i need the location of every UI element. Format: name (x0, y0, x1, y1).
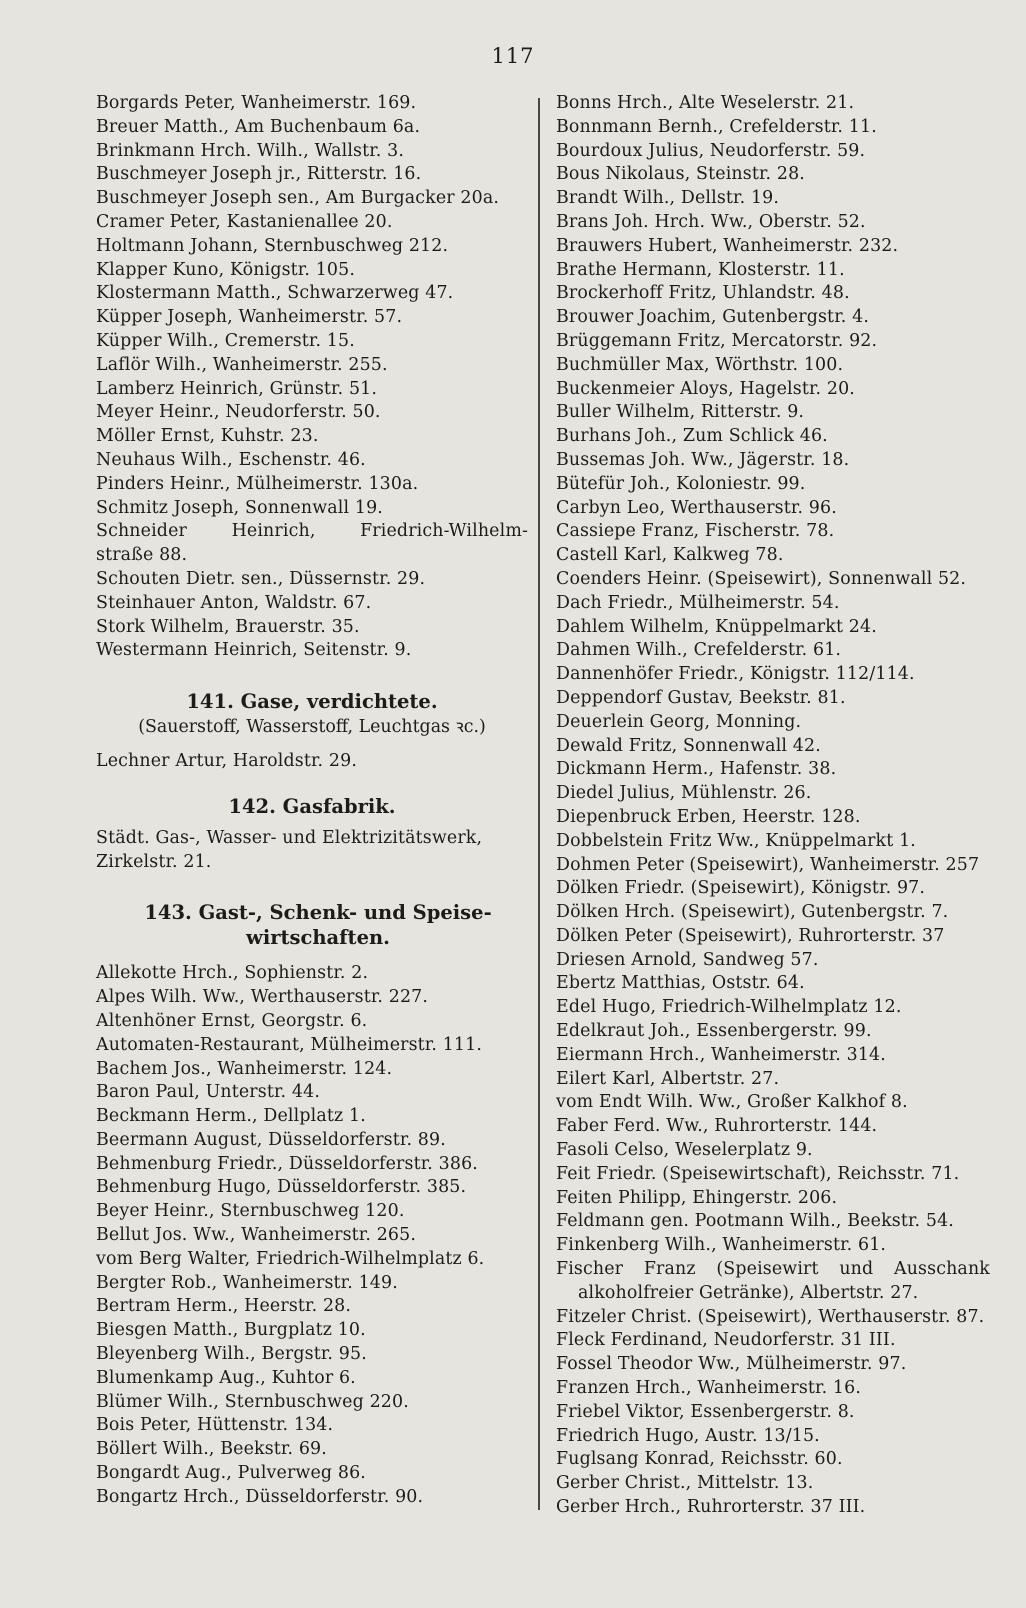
directory-entry: Eilert Karl, Albertstr. 27. (556, 1068, 780, 1089)
directory-entry: Pinders Heinr., Mülheimerstr. 130a. (96, 473, 419, 494)
directory-entry: Biesgen Matth., Burgplatz 10. (96, 1320, 366, 1341)
directory-entry: Buller Wilhelm, Ritterstr. 9. (556, 402, 805, 423)
directory-entry: Baron Paul, Unterstr. 44. (96, 1082, 320, 1103)
directory-entry: Bergter Rob., Wanheimerstr. 149. (96, 1272, 398, 1293)
right-column (556, 92, 990, 1520)
directory-entry: Dach Friedr., Mülheimerstr. 54. (556, 592, 840, 613)
directory-entry: Brandt Wilh., Dellstr. 19. (556, 188, 780, 209)
right-entry-list-b (556, 1306, 990, 1520)
directory-entry: Buckenmeier Aloys, Hagelstr. 20. (556, 378, 855, 399)
directory-entry-schneider-line1: Schneider Heinrich, Friedrich-Wilhelm- (96, 521, 528, 542)
directory-entry: Finkenberg Wilh., Wanheimerstr. 61. (556, 1235, 887, 1256)
directory-entry: Friebel Viktor, Essenbergerstr. 8. (556, 1401, 855, 1422)
directory-entry: Klostermann Matth., Schwarzerweg 47. (96, 283, 454, 304)
directory-entry: Bongartz Hrch., Düsseldorferstr. 90. (96, 1486, 424, 1507)
directory-entry: Brathe Hermann, Klosterstr. 11. (556, 259, 845, 280)
left-entry-list-c (96, 962, 528, 1509)
directory-entry: vom Endt Wilh. Ww., Großer Kalkhof 8. (556, 1092, 908, 1113)
directory-entry: Beckmann Herm., Dellplatz 1. (96, 1106, 366, 1127)
directory-entry: Holtmann Johann, Sternbuschweg 212. (96, 235, 449, 256)
directory-entry: Steinhauer Anton, Waldstr. 67. (96, 592, 372, 613)
section-143-heading-line1: 143. Gast-, Schenk- und Speise- (144, 901, 492, 925)
directory-entry: Feldmann gen. Pootmann Wilh., Beekstr. 54. (556, 1211, 954, 1232)
directory-entry: Küpper Joseph, Wanheimerstr. 57. (96, 307, 403, 328)
left-column (96, 92, 528, 1510)
directory-entry: vom Berg Walter, Friedrich-Wilhelmplatz 6. (96, 1248, 485, 1269)
directory-entry: Alpes Wilh. Ww., Werthauserstr. 227. (96, 987, 429, 1008)
directory-entry: Dobbelstein Fritz Ww., Knüppelmarkt 1. (556, 830, 916, 851)
directory-entry: Deuerlein Georg, Monning. (556, 711, 802, 732)
section-142-heading: 142. Gasfabrik. (228, 794, 396, 818)
directory-entry: Brockerhoff Fritz, Uhlandstr. 48. (556, 283, 850, 304)
directory-entry-fischer-line1: Fischer Franz (Speisewirt und Ausschank (556, 1259, 990, 1280)
directory-entry: Böllert Wilh., Beekstr. 69. (96, 1439, 327, 1460)
section-141-subtitle: (Sauerstoff, Wasserstoff, Leuchtgas ꝛc.) (138, 717, 486, 738)
section-143-heading (96, 900, 528, 950)
directory-entry: Friedrich Hugo, Austr. 13/15. (556, 1425, 820, 1446)
directory-entry: Gerber Hrch., Ruhrorterstr. 37 III. (556, 1497, 866, 1518)
directory-entry: Neuhaus Wilh., Eschenstr. 46. (96, 449, 366, 470)
directory-entry: Bleyenberg Wilh., Bergstr. 95. (96, 1344, 367, 1365)
directory-entry: Buschmeyer Joseph sen., Am Burgacker 20a. (96, 188, 500, 209)
directory-entry: Allekotte Hrch., Sophienstr. 2. (96, 963, 369, 984)
section-141-entry: Lechner Artur, Haroldstr. 29. (96, 750, 358, 771)
directory-entry: Carbyn Leo, Werthauserstr. 96. (556, 497, 837, 518)
directory-entry-schneider-line2: straße 88. (96, 545, 188, 566)
directory-entry: Laflör Wilh., Wanheimerstr. 255. (96, 354, 388, 375)
directory-entry: Coenders Heinr. (Speisewirt), Sonnenwall 52. (556, 568, 967, 589)
directory-entry: Buschmeyer Joseph jr., Ritterstr. 16. (96, 164, 422, 185)
directory-entry: Brinkmann Hrch. Wilh., Wallstr. 3. (96, 140, 405, 161)
directory-entry: Behmenburg Hugo, Düsseldorferstr. 385. (96, 1177, 467, 1198)
directory-entry: Diedel Julius, Mühlenstr. 26. (556, 783, 812, 804)
section-141-heading: 141. Gase, verdichtete. (186, 690, 438, 714)
directory-entry: Brüggemann Fritz, Mercatorstr. 92. (556, 330, 878, 351)
directory-entry: Beyer Heinr., Sternbuschweg 120. (96, 1201, 405, 1222)
section-143-heading-line2: wirtschaften. (246, 926, 390, 950)
directory-entry: Meyer Heinr., Neudorferstr. 50. (96, 402, 381, 423)
directory-entry: Dahlem Wilhelm, Knüppelmarkt 24. (556, 616, 877, 637)
directory-entry: Edel Hugo, Friedrich-Wilhelmplatz 12. (556, 997, 902, 1018)
directory-entry: Dohmen Peter (Speisewirt), Wanheimerstr. 257 (556, 854, 980, 875)
directory-entry: Dannenhöfer Friedr., Königstr. 112/114. (556, 664, 915, 685)
directory-entry: Altenhöner Ernst, Georgstr. 6. (96, 1010, 368, 1031)
directory-entry: Bous Nikolaus, Steinstr. 28. (556, 164, 805, 185)
directory-entry: Dewald Fritz, Sonnenwall 42. (556, 735, 821, 756)
directory-entry: Faber Ferd. Ww., Ruhrorterstr. 144. (556, 1116, 878, 1137)
directory-entry: Franzen Hrch., Wanheimerstr. 16. (556, 1378, 862, 1399)
directory-entry: Bois Peter, Hüttenstr. 134. (96, 1415, 334, 1436)
directory-entry: Behmenburg Friedr., Düsseldorferstr. 386. (96, 1153, 478, 1174)
directory-entry: Dölken Peter (Speisewirt), Ruhrorterstr. 37 (556, 925, 945, 946)
column-divider (538, 98, 540, 1510)
directory-entry: Feiten Philipp, Ehingerstr. 206. (556, 1187, 838, 1208)
directory-entry: Diepenbruck Erben, Heerstr. 128. (556, 806, 861, 827)
directory-entry: Edelkraut Joh., Essenbergerstr. 99. (556, 1021, 872, 1042)
page-number: 117 (491, 44, 535, 68)
directory-entry: Bertram Herm., Heerstr. 28. (96, 1296, 352, 1317)
left-entry-list-b (96, 568, 528, 663)
directory-entry: Fossel Theodor Ww., Mülheimerstr. 97. (556, 1354, 907, 1375)
directory-entry: Castell Karl, Kalkweg 78. (556, 545, 784, 566)
directory-entry: Cramer Peter, Kastanienallee 20. (96, 211, 393, 232)
directory-entry: Bussemas Joh. Ww., Jägerstr. 18. (556, 449, 850, 470)
directory-entry: Bachem Jos., Wanheimerstr. 124. (96, 1058, 393, 1079)
directory-entry: Stork Wilhelm, Brauerstr. 35. (96, 616, 360, 637)
directory-entry: Dölken Hrch. (Speisewirt), Gutenbergstr. 7. (556, 902, 949, 923)
section-142-entry-line1: Städt. Gas-, Wasser- und Elektrizitätswerk, (96, 827, 483, 848)
section-142-entry-line2: Zirkelstr. 21. (96, 851, 212, 872)
directory-entry: Dölken Friedr. (Speisewirt), Königstr. 97. (556, 878, 926, 899)
directory-entry-fischer-line2: alkoholfreier Getränke), Albertstr. 27. (578, 1282, 919, 1303)
directory-entry: Brans Joh. Hrch. Ww., Oberstr. 52. (556, 211, 866, 232)
directory-entry: Buchmüller Max, Wörthstr. 100. (556, 354, 844, 375)
directory-entry: Deppendorf Gustav, Beekstr. 81. (556, 687, 846, 708)
directory-entry: Cassiepe Franz, Fischerstr. 78. (556, 521, 835, 542)
directory-entry: Blümer Wilh., Sternbuschweg 220. (96, 1391, 409, 1412)
directory-entry: Bonns Hrch., Alte Weselerstr. 21. (556, 93, 855, 113)
directory-entry: Dickmann Herm., Hafenstr. 38. (556, 759, 837, 780)
right-entry-list-a (556, 92, 990, 1258)
directory-entry: Brouwer Joachim, Gutenbergstr. 4. (556, 307, 869, 328)
directory-entry: Bonnmann Bernh., Crefelderstr. 11. (556, 116, 877, 137)
directory-entry: Fleck Ferdinand, Neudorferstr. 31 III. (556, 1330, 896, 1351)
directory-entry: Driesen Arnold, Sandweg 57. (556, 949, 819, 970)
directory-entry: Eiermann Hrch., Wanheimerstr. 314. (556, 1044, 886, 1065)
directory-entry: Westermann Heinrich, Seitenstr. 9. (96, 640, 412, 661)
directory-entry: Breuer Matth., Am Buchenbaum 6a. (96, 116, 421, 137)
directory-entry: Burhans Joh., Zum Schlick 46. (556, 426, 828, 447)
directory-entry: Automaten-Restaurant, Mülheimerstr. 111. (96, 1034, 483, 1055)
directory-entry: Möller Ernst, Kuhstr. 23. (96, 426, 319, 447)
directory-entry: Beermann August, Düsseldorferstr. 89. (96, 1129, 446, 1150)
directory-entry: Bongardt Aug., Pulverweg 86. (96, 1463, 366, 1484)
directory-entry: Küpper Wilh., Cremerstr. 15. (96, 330, 355, 351)
directory-entry: Schmitz Joseph, Sonnenwall 19. (96, 497, 383, 518)
directory-entry: Bütefür Joh., Koloniestr. 99. (556, 473, 806, 494)
directory-entry: Gerber Christ., Mittelstr. 13. (556, 1473, 814, 1494)
directory-entry: Brauwers Hubert, Wanheimerstr. 232. (556, 235, 899, 256)
directory-entry: Ebertz Matthias, Oststr. 64. (556, 973, 805, 994)
directory-entry: Fasoli Celso, Weselerplatz 9. (556, 1140, 813, 1161)
directory-entry: Feit Friedr. (Speisewirtschaft), Reichsstr. 71. (556, 1163, 960, 1184)
directory-entry: Dahmen Wilh., Crefelderstr. 61. (556, 640, 842, 661)
directory-entry: Klapper Kuno, Königstr. 105. (96, 259, 356, 280)
directory-entry: Lamberz Heinrich, Grünstr. 51. (96, 378, 378, 399)
left-entry-list-a (96, 92, 528, 520)
directory-entry: Fitzeler Christ. (Speisewirt), Werthauserstr. 87. (556, 1306, 985, 1327)
directory-entry: Schouten Dietr. sen., Düssernstr. 29. (96, 568, 426, 589)
directory-entry: Fuglsang Konrad, Reichsstr. 60. (556, 1449, 843, 1470)
directory-entry: Bourdoux Julius, Neudorferstr. 59. (556, 140, 866, 161)
directory-entry: Bellut Jos. Ww., Wanheimerstr. 265. (96, 1225, 417, 1246)
directory-entry: Borgards Peter, Wanheimerstr. 169. (96, 93, 417, 113)
directory-entry: Blumenkamp Aug., Kuhtor 6. (96, 1367, 356, 1388)
